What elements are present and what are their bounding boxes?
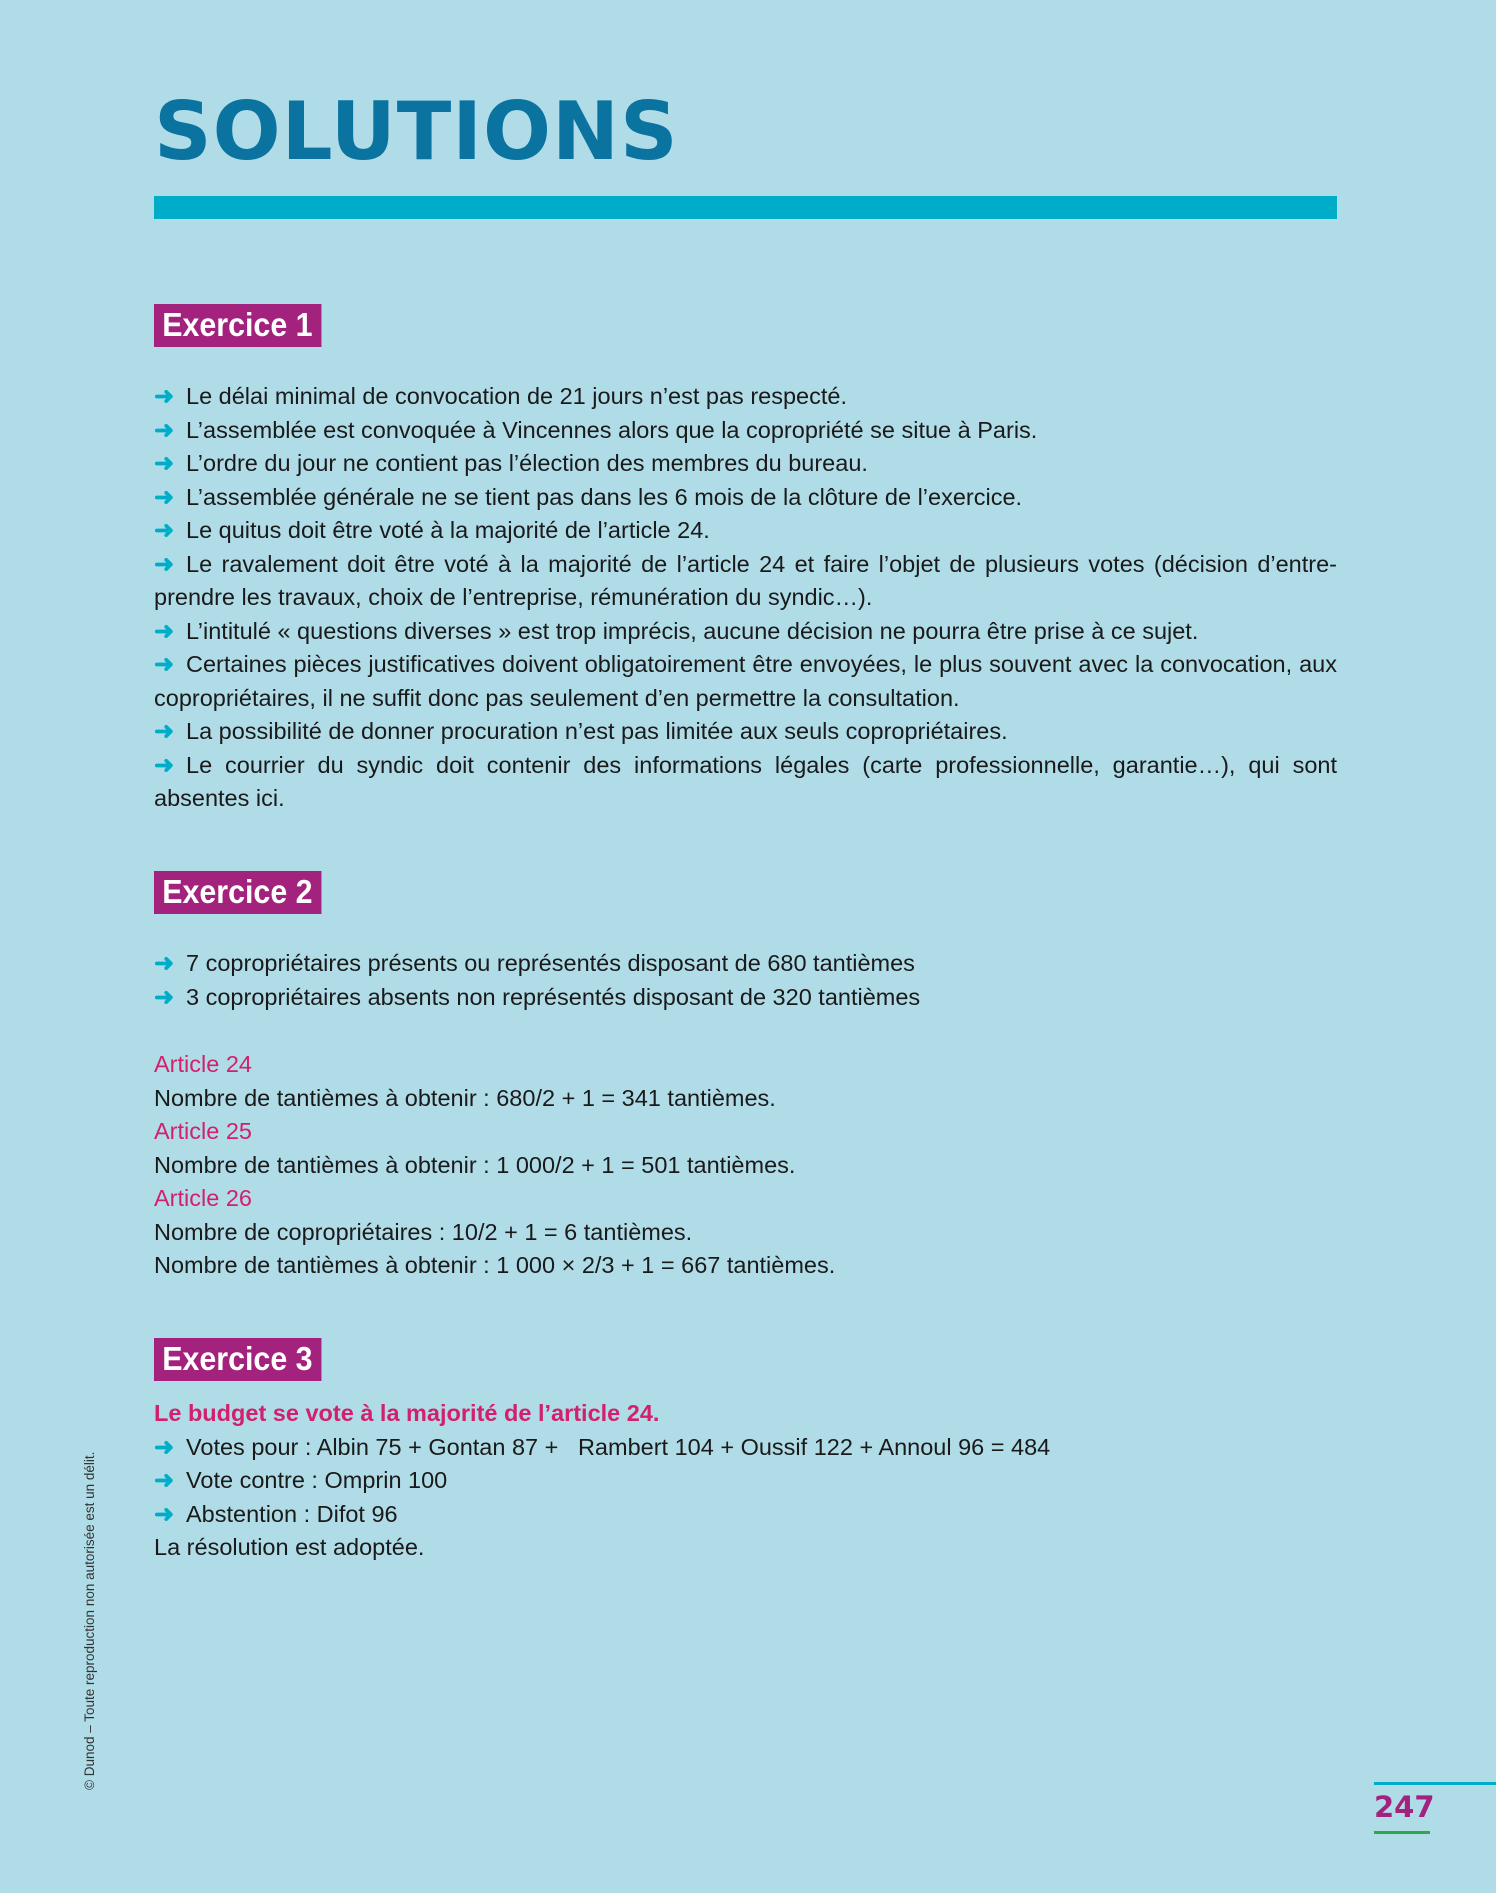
page-number: 247 bbox=[1374, 1790, 1435, 1824]
arrow-right-icon: ➜ bbox=[154, 751, 175, 779]
list-item: ➜ L’assemblée générale ne se tient pas dans les 6 mois de la clôture de l’exercice. bbox=[154, 481, 1337, 515]
list-item: ➜ L’ordre du jour ne contient pas l’élection des membres du bureau. bbox=[154, 447, 1337, 481]
arrow-right-icon: ➜ bbox=[154, 517, 175, 544]
exercice-2-label: Exercice 2 bbox=[154, 871, 322, 914]
arrow-right-icon: ➜ bbox=[154, 450, 175, 477]
arrow-right-icon: ➜ bbox=[154, 617, 175, 645]
budget-intro: Le budget se vote à la majorité de l’article 24. bbox=[154, 1400, 660, 1426]
page-number-rule-bottom bbox=[1374, 1831, 1430, 1834]
list-item: ➜ Abstention : Difot 96 bbox=[154, 1498, 1337, 1532]
page-number-rule-top bbox=[1374, 1782, 1496, 1785]
article-26-calc-2: Nombre de tantièmes à obtenir : 1 000 × 2/3 + 1 = 667 tantièmes. bbox=[154, 1252, 836, 1278]
exercice-3-section bbox=[154, 1338, 1337, 1565]
exercice-1-label: Exercice 1 bbox=[154, 304, 322, 347]
list-item: ➜ Votes pour : Albin 75 + Gontan 87 + Rambert 104 + Oussif 122 + Annoul 96 = 484 bbox=[154, 1431, 1337, 1465]
article-24-calc: Nombre de tantièmes à obtenir : 680/2 + 1 = 341 tantièmes. bbox=[154, 1084, 776, 1111]
arrow-right-icon: ➜ bbox=[154, 1433, 175, 1461]
title-underline-bar bbox=[154, 196, 1337, 219]
exercice-3-label: Exercice 3 bbox=[154, 1338, 322, 1381]
list-item: ➜ Vote contre : Omprin 100 bbox=[154, 1464, 1337, 1498]
article-26-heading: Article 26 bbox=[154, 1185, 252, 1211]
article-25-calc: Nombre de tantièmes à obtenir : 1 000/2 + 1 = 501 tantièmes. bbox=[154, 1151, 796, 1178]
exercice-1-section bbox=[154, 304, 1337, 816]
arrow-right-icon: ➜ bbox=[154, 983, 175, 1011]
arrow-right-icon: ➜ bbox=[154, 718, 175, 745]
list-item: ➜ L’assemblée est convoquée à Vincennes alors que la copropriété se situe à Paris. bbox=[154, 414, 1337, 448]
arrow-right-icon: ➜ bbox=[154, 416, 175, 444]
arrow-right-icon: ➜ bbox=[154, 950, 175, 977]
arrow-right-icon: ➜ bbox=[154, 651, 175, 678]
copyright-notice: © Dunod – Toute reproduction non autorisée est un délit. bbox=[82, 1451, 97, 1790]
article-25-heading: Article 25 bbox=[154, 1118, 252, 1144]
article-26-calc-1: Nombre de copropriétaires : 10/2 + 1 = 6 tantièmes. bbox=[154, 1218, 693, 1245]
exercice-2-section bbox=[154, 871, 1337, 1283]
arrow-right-icon: ➜ bbox=[154, 1467, 175, 1494]
list-item: ➜ L’intitulé « questions diverses » est trop imprécis, aucune décision ne pourra être prise à ce sujet. bbox=[154, 615, 1337, 649]
page-title: SOLUTIONS bbox=[154, 85, 679, 178]
list-item: ➜ Le quitus doit être voté à la majorité de l’article 24. bbox=[154, 514, 1337, 548]
list-item: ➜ La possibilité de donner procuration n’est pas limitée aux seuls copropriétaires. bbox=[154, 715, 1337, 749]
article-24-heading: Article 24 bbox=[154, 1051, 252, 1077]
list-item: ➜ 7 copropriétaires présents ou représentés disposant de 680 tantièmes bbox=[154, 947, 1337, 981]
list-item: ➜ Le courrier du syndic doit contenir des informations légales (carte professionnelle, garantie…), qui sont absentes ici. bbox=[154, 749, 1337, 816]
list-item: ➜ Le délai minimal de convocation de 21 jours n’est pas respecté. bbox=[154, 380, 1337, 414]
list-item: ➜ Le ravalement doit être voté à la majorité de l’article 24 et faire l’objet de plusieurs votes (décision d’entreprendre les travaux, choix de l’entreprise, rémunération du syndic…). bbox=[154, 548, 1337, 615]
arrow-right-icon: ➜ bbox=[154, 1500, 175, 1528]
conclusion-text: La résolution est adoptée. bbox=[154, 1534, 425, 1560]
list-item: ➜ 3 copropriétaires absents non représentés disposant de 320 tantièmes bbox=[154, 981, 1337, 1015]
list-item: ➜ Certaines pièces justificatives doivent obligatoirement être envoyées, le plus souvent avec la convocation, aux copropriétaires, il ne suffit donc pas seulement d’en permettre la consultation. bbox=[154, 648, 1337, 715]
arrow-right-icon: ➜ bbox=[154, 483, 175, 511]
arrow-right-icon: ➜ bbox=[154, 383, 175, 410]
arrow-right-icon: ➜ bbox=[154, 550, 175, 578]
